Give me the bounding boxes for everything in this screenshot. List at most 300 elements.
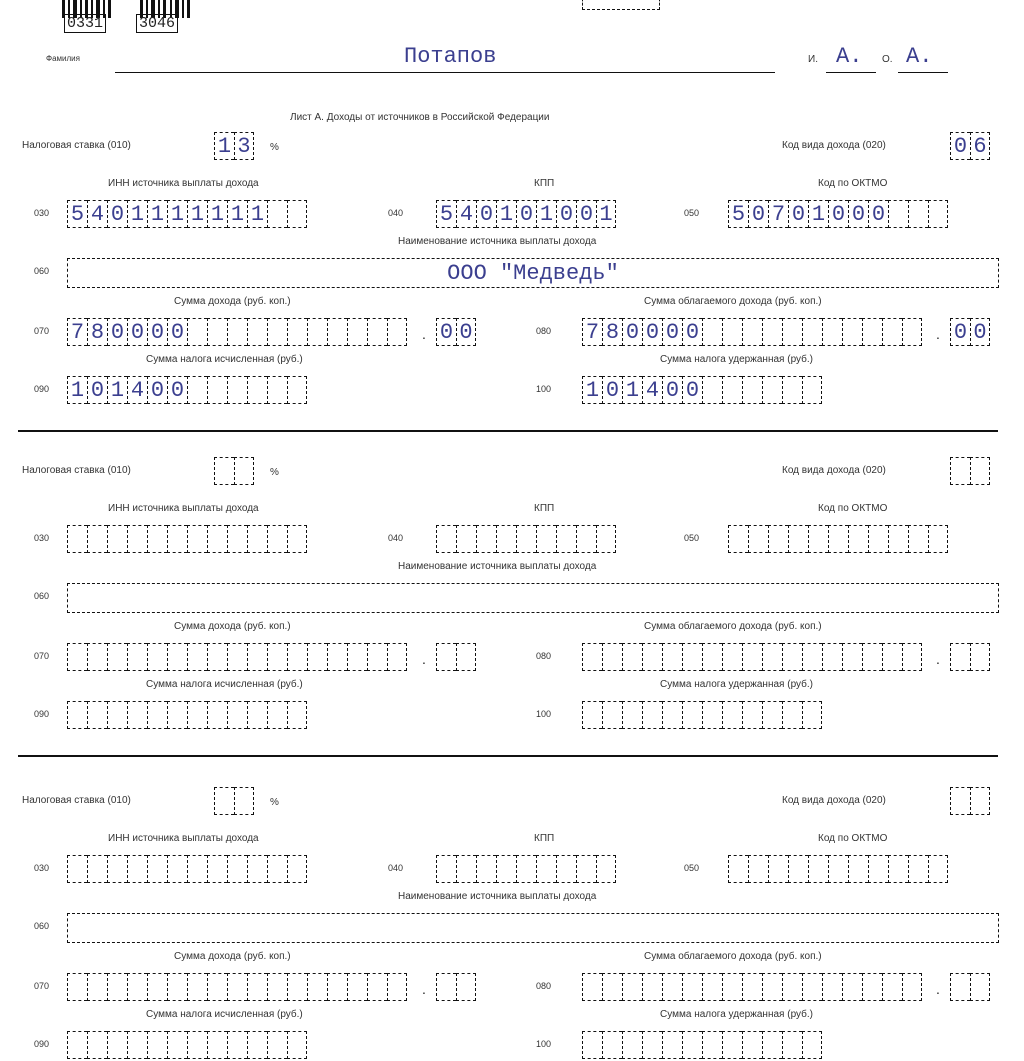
taxable-sum-rub-field-cell[interactable]: [802, 973, 822, 1001]
taxable-sum-rub-field-cell[interactable]: [802, 318, 822, 346]
oktmo-field-cell[interactable]: 7: [768, 200, 788, 228]
tax-withheld-field-cell[interactable]: 0: [682, 376, 702, 404]
tax-withheld-field-cell[interactable]: 1: [622, 376, 642, 404]
tax-withheld-field-cell[interactable]: [802, 376, 822, 404]
income-sum-rub-field-cell[interactable]: [167, 973, 187, 1001]
taxable-sum-rub-field-cell[interactable]: [642, 973, 662, 1001]
income-type-field[interactable]: [950, 457, 990, 487]
tax-calc-field-cell[interactable]: [187, 376, 207, 404]
oktmo-field-cell[interactable]: [728, 525, 748, 553]
income-sum-kop-field[interactable]: [436, 643, 476, 673]
tax-calc-field-cell[interactable]: [247, 376, 267, 404]
kpp-field-cell[interactable]: [556, 525, 576, 553]
income-sum-rub-field-cell[interactable]: [147, 973, 167, 1001]
inn-field-cell[interactable]: 1: [127, 200, 147, 228]
tax-withheld-field-cell[interactable]: [782, 701, 802, 729]
inn-field-cell[interactable]: 5: [67, 200, 87, 228]
tax-withheld-field-cell[interactable]: [682, 1031, 702, 1059]
inn-field-cell[interactable]: [287, 200, 307, 228]
income-sum-rub-field-cell[interactable]: [67, 643, 87, 671]
tax-calc-field-cell[interactable]: [247, 1031, 267, 1059]
oktmo-field-cell[interactable]: [768, 525, 788, 553]
income-sum-rub-field-cell[interactable]: [347, 318, 367, 346]
kpp-field-cell[interactable]: [436, 855, 456, 883]
taxable-sum-kop-field[interactable]: [950, 643, 990, 673]
tax-calc-field-cell[interactable]: [127, 1031, 147, 1059]
income-sum-kop-field[interactable]: [436, 973, 476, 1003]
kpp-field[interactable]: [436, 855, 616, 885]
tax-rate-field-cell[interactable]: [214, 787, 234, 815]
income-sum-rub-field-cell[interactable]: [347, 973, 367, 1001]
kpp-field-cell[interactable]: [576, 855, 596, 883]
tax-calc-field-cell[interactable]: [67, 701, 87, 729]
tax-calc-field-cell[interactable]: [227, 701, 247, 729]
inn-field-cell[interactable]: 1: [247, 200, 267, 228]
oktmo-field-cell[interactable]: [728, 855, 748, 883]
inn-field-cell[interactable]: [287, 855, 307, 883]
taxable-sum-kop-field[interactable]: [950, 973, 990, 1003]
oktmo-field-cell[interactable]: [788, 855, 808, 883]
tax-calc-field-cell[interactable]: [247, 701, 267, 729]
income-sum-rub-field-cell[interactable]: [187, 643, 207, 671]
tax-withheld-field-cell[interactable]: [602, 1031, 622, 1059]
taxable-sum-rub-field-cell[interactable]: [582, 973, 602, 1001]
income-sum-rub-field-cell[interactable]: 0: [127, 318, 147, 346]
income-sum-rub-field-cell[interactable]: [287, 643, 307, 671]
income-sum-rub-field-cell[interactable]: [287, 973, 307, 1001]
income-sum-rub-field-cell[interactable]: [87, 973, 107, 1001]
oktmo-field-cell[interactable]: [828, 855, 848, 883]
inn-field-cell[interactable]: [127, 525, 147, 553]
taxable-sum-rub-field-cell[interactable]: [862, 973, 882, 1001]
oktmo-field-cell[interactable]: [868, 855, 888, 883]
income-sum-rub-field-cell[interactable]: [227, 973, 247, 1001]
income-sum-kop-field-cell[interactable]: [436, 973, 456, 1001]
tax-withheld-field-cell[interactable]: 0: [662, 376, 682, 404]
income-type-field-cell[interactable]: [970, 787, 990, 815]
tax-calc-field-cell[interactable]: [227, 376, 247, 404]
oktmo-field-cell[interactable]: [908, 525, 928, 553]
tax-withheld-field-cell[interactable]: [762, 1031, 782, 1059]
income-sum-rub-field-cell[interactable]: [387, 318, 407, 346]
taxable-sum-rub-field-cell[interactable]: 8: [602, 318, 622, 346]
income-type-field-cell[interactable]: [970, 457, 990, 485]
kpp-field-cell[interactable]: [576, 525, 596, 553]
income-sum-rub-field[interactable]: [67, 318, 407, 348]
income-sum-rub-field-cell[interactable]: [227, 643, 247, 671]
income-sum-kop-field-cell[interactable]: [456, 643, 476, 671]
inn-field-cell[interactable]: [187, 525, 207, 553]
income-sum-rub-field-cell[interactable]: [127, 643, 147, 671]
oktmo-field-cell[interactable]: [928, 525, 948, 553]
income-sum-rub-field-cell[interactable]: [127, 973, 147, 1001]
income-sum-rub-field-cell[interactable]: [107, 973, 127, 1001]
taxable-sum-rub-field-cell[interactable]: [662, 973, 682, 1001]
oktmo-field-cell[interactable]: [928, 200, 948, 228]
tax-calc-field-cell[interactable]: [67, 1031, 87, 1059]
kpp-field-cell[interactable]: [476, 855, 496, 883]
tax-withheld-field-cell[interactable]: [742, 376, 762, 404]
inn-field-cell[interactable]: 4: [87, 200, 107, 228]
tax-calc-field-cell[interactable]: [187, 1031, 207, 1059]
taxable-sum-rub-field-cell[interactable]: [882, 973, 902, 1001]
oktmo-field-cell[interactable]: [768, 855, 788, 883]
inn-field-cell[interactable]: [67, 855, 87, 883]
taxable-sum-rub-field-cell[interactable]: [682, 643, 702, 671]
tax-withheld-field-cell[interactable]: [782, 1031, 802, 1059]
taxable-sum-rub-field-cell[interactable]: [842, 973, 862, 1001]
income-sum-rub-field-cell[interactable]: [387, 973, 407, 1001]
tax-rate-field-cell[interactable]: [234, 457, 254, 485]
income-sum-rub-field-cell[interactable]: [267, 643, 287, 671]
inn-field-cell[interactable]: [147, 855, 167, 883]
taxable-sum-rub-field-cell[interactable]: [642, 643, 662, 671]
tax-withheld-field-cell[interactable]: [682, 701, 702, 729]
income-sum-rub-field-cell[interactable]: [207, 643, 227, 671]
income-sum-rub-field-cell[interactable]: [367, 973, 387, 1001]
taxable-sum-rub-field-cell[interactable]: [702, 318, 722, 346]
tax-withheld-field-cell[interactable]: 0: [602, 376, 622, 404]
tax-calc-field-cell[interactable]: 0: [147, 376, 167, 404]
tax-calc-field-cell[interactable]: [107, 1031, 127, 1059]
income-sum-rub-field-cell[interactable]: [67, 973, 87, 1001]
taxable-sum-rub-field-cell[interactable]: [822, 973, 842, 1001]
tax-calc-field-cell[interactable]: [107, 701, 127, 729]
inn-field-cell[interactable]: [207, 525, 227, 553]
income-sum-rub-field-cell[interactable]: [267, 318, 287, 346]
kpp-field-cell[interactable]: [516, 525, 536, 553]
taxable-sum-rub-field-cell[interactable]: [902, 318, 922, 346]
oktmo-field-cell[interactable]: 1: [808, 200, 828, 228]
taxable-sum-rub-field-cell[interactable]: [602, 643, 622, 671]
kpp-field-cell[interactable]: 0: [556, 200, 576, 228]
income-sum-rub-field-cell[interactable]: [247, 318, 267, 346]
tax-rate-field-cell[interactable]: 1: [214, 132, 234, 160]
income-sum-rub-field-cell[interactable]: 0: [107, 318, 127, 346]
taxable-sum-rub-field-cell[interactable]: [662, 643, 682, 671]
oktmo-field-cell[interactable]: [888, 200, 908, 228]
oktmo-field-cell[interactable]: [748, 855, 768, 883]
inn-field-cell[interactable]: [187, 855, 207, 883]
inn-field-cell[interactable]: 0: [107, 200, 127, 228]
tax-withheld-field-cell[interactable]: [742, 1031, 762, 1059]
income-sum-rub-field-cell[interactable]: [247, 643, 267, 671]
tax-rate-field[interactable]: [214, 457, 254, 487]
tax-withheld-field-cell[interactable]: [722, 701, 742, 729]
income-sum-rub-field-cell[interactable]: 0: [147, 318, 167, 346]
tax-calc-field-cell[interactable]: [267, 376, 287, 404]
tax-withheld-field-cell[interactable]: [622, 1031, 642, 1059]
oktmo-field-cell[interactable]: [748, 525, 768, 553]
tax-calc-field-cell[interactable]: [227, 1031, 247, 1059]
taxable-sum-kop-field[interactable]: [950, 318, 990, 348]
income-sum-rub-field-cell[interactable]: [347, 643, 367, 671]
taxable-sum-rub-field-cell[interactable]: [842, 643, 862, 671]
tax-calc-field-cell[interactable]: [147, 701, 167, 729]
taxable-sum-rub-field-cell[interactable]: [862, 643, 882, 671]
taxable-sum-kop-field-cell[interactable]: 0: [970, 318, 990, 346]
inn-field-cell[interactable]: 1: [207, 200, 227, 228]
tax-withheld-field-cell[interactable]: [762, 376, 782, 404]
tax-calc-field[interactable]: [67, 701, 307, 731]
kpp-field[interactable]: [436, 200, 616, 230]
kpp-field-cell[interactable]: 1: [496, 200, 516, 228]
inn-field-cell[interactable]: 1: [167, 200, 187, 228]
oktmo-field-cell[interactable]: [808, 855, 828, 883]
tax-rate-field-cell[interactable]: 3: [234, 132, 254, 160]
oktmo-field[interactable]: [728, 525, 948, 555]
taxable-sum-rub-field-cell[interactable]: [722, 643, 742, 671]
oktmo-field[interactable]: [728, 200, 948, 230]
taxable-sum-rub-field-cell[interactable]: 0: [682, 318, 702, 346]
kpp-field-cell[interactable]: [596, 525, 616, 553]
tax-calc-field-cell[interactable]: [87, 701, 107, 729]
tax-withheld-field-cell[interactable]: [602, 701, 622, 729]
income-sum-rub-field-cell[interactable]: [307, 643, 327, 671]
tax-rate-field-cell[interactable]: [214, 457, 234, 485]
tax-withheld-field-cell[interactable]: [782, 376, 802, 404]
taxable-sum-rub-field-cell[interactable]: [702, 973, 722, 1001]
taxable-sum-rub-field-cell[interactable]: [882, 318, 902, 346]
tax-calc-field-cell[interactable]: [207, 376, 227, 404]
oktmo-field-cell[interactable]: 0: [848, 200, 868, 228]
income-sum-rub-field-cell[interactable]: [367, 643, 387, 671]
income-sum-rub-field-cell[interactable]: [147, 643, 167, 671]
taxable-sum-rub-field-cell[interactable]: [822, 318, 842, 346]
tax-calc-field[interactable]: [67, 1031, 307, 1061]
kpp-field-cell[interactable]: [596, 855, 616, 883]
oktmo-field-cell[interactable]: [848, 855, 868, 883]
inn-field[interactable]: [67, 855, 307, 885]
taxable-sum-rub-field[interactable]: [582, 973, 922, 1003]
income-sum-rub-field-cell[interactable]: [387, 643, 407, 671]
taxable-sum-rub-field[interactable]: [582, 643, 922, 673]
tax-withheld-field-cell[interactable]: [622, 701, 642, 729]
taxable-sum-rub-field-cell[interactable]: 0: [622, 318, 642, 346]
taxable-sum-rub-field-cell[interactable]: [782, 973, 802, 1001]
tax-withheld-field-cell[interactable]: [702, 376, 722, 404]
tax-withheld-field-cell[interactable]: [722, 1031, 742, 1059]
tax-calc-field-cell[interactable]: [267, 701, 287, 729]
tax-calc-field-cell[interactable]: [287, 376, 307, 404]
kpp-field[interactable]: [436, 525, 616, 555]
inn-field-cell[interactable]: [287, 525, 307, 553]
source-name-field[interactable]: [67, 583, 999, 613]
inn-field-cell[interactable]: [87, 855, 107, 883]
inn-field-cell[interactable]: 1: [187, 200, 207, 228]
taxable-sum-rub-field-cell[interactable]: [842, 318, 862, 346]
tax-withheld-field-cell[interactable]: [802, 1031, 822, 1059]
income-type-field[interactable]: [950, 132, 990, 162]
income-sum-rub-field-cell[interactable]: [307, 318, 327, 346]
tax-rate-field[interactable]: [214, 132, 254, 162]
inn-field-cell[interactable]: [127, 855, 147, 883]
income-sum-rub-field-cell[interactable]: [87, 643, 107, 671]
inn-field-cell[interactable]: [147, 525, 167, 553]
tax-calc-field-cell[interactable]: [87, 1031, 107, 1059]
taxable-sum-rub-field-cell[interactable]: [762, 318, 782, 346]
taxable-sum-rub-field-cell[interactable]: [902, 973, 922, 1001]
taxable-sum-rub-field-cell[interactable]: 0: [662, 318, 682, 346]
oktmo-field-cell[interactable]: [908, 200, 928, 228]
taxable-sum-rub-field-cell[interactable]: [622, 643, 642, 671]
source-name-field[interactable]: ООО "Медведь": [67, 258, 999, 288]
tax-rate-field-cell[interactable]: [234, 787, 254, 815]
income-type-field-cell[interactable]: [950, 787, 970, 815]
inn-field[interactable]: [67, 525, 307, 555]
inn-field-cell[interactable]: [87, 525, 107, 553]
inn-field-cell[interactable]: [227, 525, 247, 553]
taxable-sum-rub-field-cell[interactable]: [602, 973, 622, 1001]
income-sum-rub-field-cell[interactable]: [187, 973, 207, 1001]
kpp-field-cell[interactable]: [436, 525, 456, 553]
tax-withheld-field[interactable]: [582, 376, 822, 406]
income-sum-rub-field-cell[interactable]: [187, 318, 207, 346]
kpp-field-cell[interactable]: [496, 855, 516, 883]
oktmo-field-cell[interactable]: [808, 525, 828, 553]
oktmo-field[interactable]: [728, 855, 948, 885]
taxable-sum-kop-field-cell[interactable]: [950, 973, 970, 1001]
kpp-field-cell[interactable]: 0: [576, 200, 596, 228]
oktmo-field-cell[interactable]: [828, 525, 848, 553]
income-sum-rub-field-cell[interactable]: 0: [167, 318, 187, 346]
tax-withheld-field-cell[interactable]: [582, 1031, 602, 1059]
tax-calc-field-cell[interactable]: 1: [67, 376, 87, 404]
taxable-sum-rub-field-cell[interactable]: [782, 643, 802, 671]
tax-withheld-field-cell[interactable]: 4: [642, 376, 662, 404]
income-sum-rub-field-cell[interactable]: [227, 318, 247, 346]
taxable-sum-rub-field-cell[interactable]: [802, 643, 822, 671]
oktmo-field-cell[interactable]: [888, 525, 908, 553]
tax-withheld-field-cell[interactable]: [702, 701, 722, 729]
inn-field-cell[interactable]: 1: [227, 200, 247, 228]
tax-calc-field-cell[interactable]: [147, 1031, 167, 1059]
inn-field-cell[interactable]: [167, 525, 187, 553]
taxable-sum-rub-field-cell[interactable]: [582, 643, 602, 671]
inn-field-cell[interactable]: [107, 525, 127, 553]
inn-field-cell[interactable]: [267, 855, 287, 883]
income-sum-rub-field-cell[interactable]: [307, 973, 327, 1001]
taxable-sum-rub-field-cell[interactable]: [902, 643, 922, 671]
tax-calc-field[interactable]: [67, 376, 307, 406]
tax-withheld-field-cell[interactable]: [662, 701, 682, 729]
tax-calc-field-cell[interactable]: 0: [167, 376, 187, 404]
kpp-field-cell[interactable]: 4: [456, 200, 476, 228]
income-sum-rub-field-cell[interactable]: 8: [87, 318, 107, 346]
taxable-sum-rub-field-cell[interactable]: [882, 643, 902, 671]
tax-calc-field-cell[interactable]: 0: [87, 376, 107, 404]
income-sum-rub-field-cell[interactable]: [327, 318, 347, 346]
income-sum-rub-field-cell[interactable]: [107, 643, 127, 671]
tax-withheld-field-cell[interactable]: [662, 1031, 682, 1059]
taxable-sum-rub-field-cell[interactable]: [742, 318, 762, 346]
tax-withheld-field-cell[interactable]: 1: [582, 376, 602, 404]
tax-calc-field-cell[interactable]: [267, 1031, 287, 1059]
taxable-sum-rub-field[interactable]: [582, 318, 922, 348]
taxable-sum-rub-field-cell[interactable]: 7: [582, 318, 602, 346]
income-sum-rub-field-cell[interactable]: [327, 973, 347, 1001]
tax-withheld-field-cell[interactable]: [642, 1031, 662, 1059]
tax-calc-field-cell[interactable]: [167, 1031, 187, 1059]
inn-field-cell[interactable]: [107, 855, 127, 883]
tax-calc-field-cell[interactable]: [287, 1031, 307, 1059]
inn-field-cell[interactable]: 1: [147, 200, 167, 228]
tax-calc-field-cell[interactable]: 1: [107, 376, 127, 404]
oktmo-field-cell[interactable]: 0: [868, 200, 888, 228]
inn-field-cell[interactable]: [247, 855, 267, 883]
taxable-sum-rub-field-cell[interactable]: [722, 973, 742, 1001]
taxable-sum-kop-field-cell[interactable]: [970, 643, 990, 671]
income-sum-rub-field[interactable]: [67, 973, 407, 1003]
tax-calc-field-cell[interactable]: [127, 701, 147, 729]
taxable-sum-rub-field-cell[interactable]: [742, 973, 762, 1001]
kpp-field-cell[interactable]: [516, 855, 536, 883]
oktmo-field-cell[interactable]: 0: [788, 200, 808, 228]
income-sum-kop-field-cell[interactable]: [436, 643, 456, 671]
kpp-field-cell[interactable]: [536, 855, 556, 883]
taxable-sum-rub-field-cell[interactable]: [622, 973, 642, 1001]
income-type-field-cell[interactable]: 6: [970, 132, 990, 160]
tax-calc-field-cell[interactable]: [207, 701, 227, 729]
tax-withheld-field-cell[interactable]: [762, 701, 782, 729]
taxable-sum-rub-field-cell[interactable]: [762, 973, 782, 1001]
oktmo-field-cell[interactable]: 0: [748, 200, 768, 228]
inn-field-cell[interactable]: [207, 855, 227, 883]
tax-calc-field-cell[interactable]: [287, 701, 307, 729]
taxable-sum-rub-field-cell[interactable]: [782, 318, 802, 346]
kpp-field-cell[interactable]: 0: [476, 200, 496, 228]
kpp-field-cell[interactable]: 0: [516, 200, 536, 228]
inn-field[interactable]: [67, 200, 307, 230]
oktmo-field-cell[interactable]: [868, 525, 888, 553]
income-sum-kop-field-cell[interactable]: [456, 973, 476, 1001]
inn-field-cell[interactable]: [267, 200, 287, 228]
kpp-field-cell[interactable]: [556, 855, 576, 883]
tax-calc-field-cell[interactable]: [167, 701, 187, 729]
inn-field-cell[interactable]: [167, 855, 187, 883]
source-name-field[interactable]: [67, 913, 999, 943]
kpp-field-cell[interactable]: [536, 525, 556, 553]
inn-field-cell[interactable]: [247, 525, 267, 553]
tax-withheld-field-cell[interactable]: [742, 701, 762, 729]
income-sum-rub-field-cell[interactable]: [207, 318, 227, 346]
income-sum-rub-field-cell[interactable]: [167, 643, 187, 671]
income-type-field-cell[interactable]: [950, 457, 970, 485]
oktmo-field-cell[interactable]: [888, 855, 908, 883]
taxable-sum-rub-field-cell[interactable]: [702, 643, 722, 671]
taxable-sum-rub-field-cell[interactable]: [822, 643, 842, 671]
kpp-field-cell[interactable]: 1: [596, 200, 616, 228]
oktmo-field-cell[interactable]: [788, 525, 808, 553]
income-type-field[interactable]: [950, 787, 990, 817]
taxable-sum-rub-field-cell[interactable]: 0: [642, 318, 662, 346]
income-sum-rub-field-cell[interactable]: [287, 318, 307, 346]
tax-withheld-field[interactable]: [582, 1031, 822, 1061]
income-sum-rub-field-cell[interactable]: [327, 643, 347, 671]
tax-rate-field[interactable]: [214, 787, 254, 817]
oktmo-field-cell[interactable]: [848, 525, 868, 553]
tax-calc-field-cell[interactable]: 4: [127, 376, 147, 404]
taxable-sum-kop-field-cell[interactable]: 0: [950, 318, 970, 346]
kpp-field-cell[interactable]: 1: [536, 200, 556, 228]
oktmo-field-cell[interactable]: [908, 855, 928, 883]
kpp-field-cell[interactable]: [456, 855, 476, 883]
income-type-field-cell[interactable]: 0: [950, 132, 970, 160]
taxable-sum-rub-field-cell[interactable]: [682, 973, 702, 1001]
tax-withheld-field-cell[interactable]: [722, 376, 742, 404]
kpp-field-cell[interactable]: 5: [436, 200, 456, 228]
income-sum-kop-field-cell[interactable]: 0: [456, 318, 476, 346]
